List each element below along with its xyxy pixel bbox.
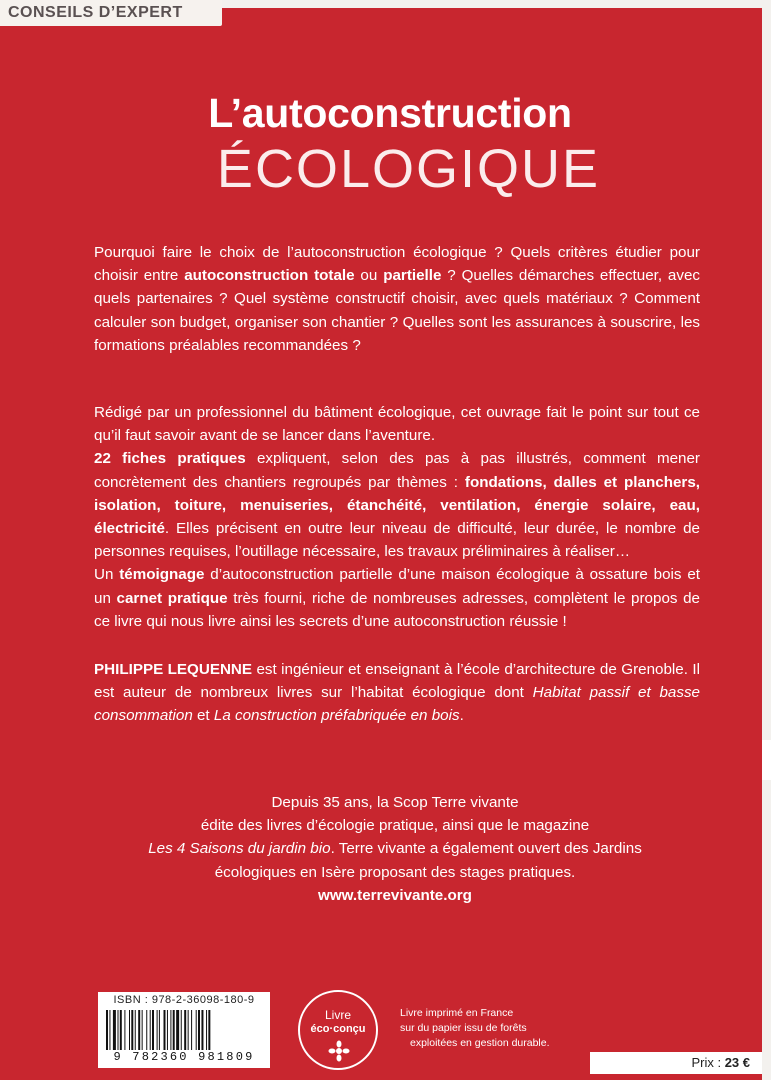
barcode-bar bbox=[146, 1010, 147, 1050]
red-cover-panel bbox=[0, 8, 762, 1080]
barcode-bar bbox=[106, 1010, 108, 1050]
barcode-bar bbox=[131, 1010, 133, 1050]
title-line-1: L’autoconstruction bbox=[208, 90, 572, 136]
barcode-bar bbox=[164, 1010, 166, 1050]
barcode-bar bbox=[150, 1010, 151, 1050]
barcode-bar bbox=[191, 1010, 192, 1050]
barcode-bar bbox=[159, 1010, 160, 1050]
barcode bbox=[98, 992, 270, 1068]
flower-icon bbox=[328, 1040, 350, 1062]
page-edge bbox=[762, 740, 771, 780]
barcode-bar bbox=[152, 1010, 154, 1050]
barcode-bars bbox=[104, 1010, 264, 1050]
barcode-bar bbox=[142, 1010, 143, 1050]
barcode-bar bbox=[135, 1010, 136, 1050]
barcode-bar bbox=[184, 1010, 186, 1050]
author-paragraph: PHILIPPE LEQUENNE est ingénieur et enseignant à l’école d’architecture de Grenoble. Il est auteur de nombreux livres sur l’habitat écologique dont Habitat passif et basse consommation et La construction préfabriquée en bois. bbox=[94, 661, 700, 725]
barcode-bar bbox=[176, 1010, 179, 1050]
barcode-bar bbox=[188, 1010, 189, 1050]
barcode-bar bbox=[206, 1010, 207, 1050]
publisher-website-link[interactable]: www.terrevivante.org bbox=[318, 886, 472, 904]
description-paragraph: Rédigé par un professionnel du bâtiment écologique, cet ouvrage fait le point sur tout ce qu’il faut savoir avant de se lancer dans l’aventure. 22 fiches pratiques expliquent, selon des pas à pas illustrés, comment mener concrètement des chantiers regroupés par thèmes : fondations, dalles et planchers, isolation, toiture, menuiseries, étanchéité, ventilation, énergie solaire, eau, électricité. Elles précisent en outre leur niveau de difficulté, leur durée, le nombre de personnes requises, l’outillage nécessaire, les travaux préliminaires à réaliser… Un témoignage d’autoconstruction partielle d’une maison écologique à ossature bois et un carnet pratique très fourni, riche de nombreuses adresses, complètent le propos de ce livre qui nous livre ainsi les secrets d’une autoconstruction réussie ! bbox=[94, 404, 700, 630]
barcode-bar bbox=[181, 1010, 182, 1050]
series-tag: CONSEILS D’EXPERT bbox=[0, 0, 222, 26]
barcode-bar bbox=[173, 1010, 175, 1050]
price-tag: Prix : 23 € bbox=[590, 1052, 762, 1074]
barcode-bar bbox=[157, 1010, 158, 1050]
intro-paragraph: Pourquoi faire le choix de l’autoconstruction écologique ? Quels critères étudier pour choisir entre autoconstruction totale ou partielle ? Quelles démarches effectuer, avec quels partenaires ? Quel système constructif choisir, avec quels matériaux ? Comment calculer son budget, organiser son chantier ? Quelles sont les assurances à souscrire, les formations préalables recommandées ? bbox=[94, 244, 701, 354]
barcode-bar bbox=[170, 1010, 171, 1050]
isbn-label: ISBN : 978-2-36098-180-9 bbox=[113, 994, 255, 1006]
barcode-bar bbox=[138, 1010, 140, 1050]
price-value: 23 € bbox=[724, 1055, 750, 1070]
barcode-bar bbox=[124, 1010, 125, 1050]
barcode-bar bbox=[109, 1010, 110, 1050]
author-name: PHILIPPE LEQUENNE bbox=[94, 661, 253, 678]
printing-note: Livre imprimé en France sur du papier issu de forêts exploitées en gestion durable. bbox=[400, 1007, 550, 1049]
barcode-bar bbox=[113, 1010, 116, 1050]
barcode-bar bbox=[208, 1010, 210, 1050]
barcode-bar bbox=[198, 1010, 200, 1050]
barcode-bar bbox=[118, 1010, 119, 1050]
barcode-bar bbox=[129, 1010, 130, 1050]
barcode-bar bbox=[196, 1010, 197, 1050]
barcode-bar bbox=[120, 1010, 122, 1050]
barcode-digits: 9 782360 981809 bbox=[113, 1050, 255, 1064]
eco-design-badge: Livre éco·conçu bbox=[298, 990, 378, 1070]
barcode-bar bbox=[201, 1010, 203, 1050]
publisher-blurb: Depuis 35 ans, la Scop Terre vivante édite des livres d’écologie pratique, ainsi que le magazine Les 4 Saisons du jardin bio. Terre vivante a également ouvert des Jardins écologiques en Isère proposant des stages pratiques. www.terrevivante.org bbox=[94, 791, 696, 907]
barcode-bar bbox=[167, 1010, 168, 1050]
title-line-2: ÉCOLOGIQUE bbox=[216, 139, 600, 199]
